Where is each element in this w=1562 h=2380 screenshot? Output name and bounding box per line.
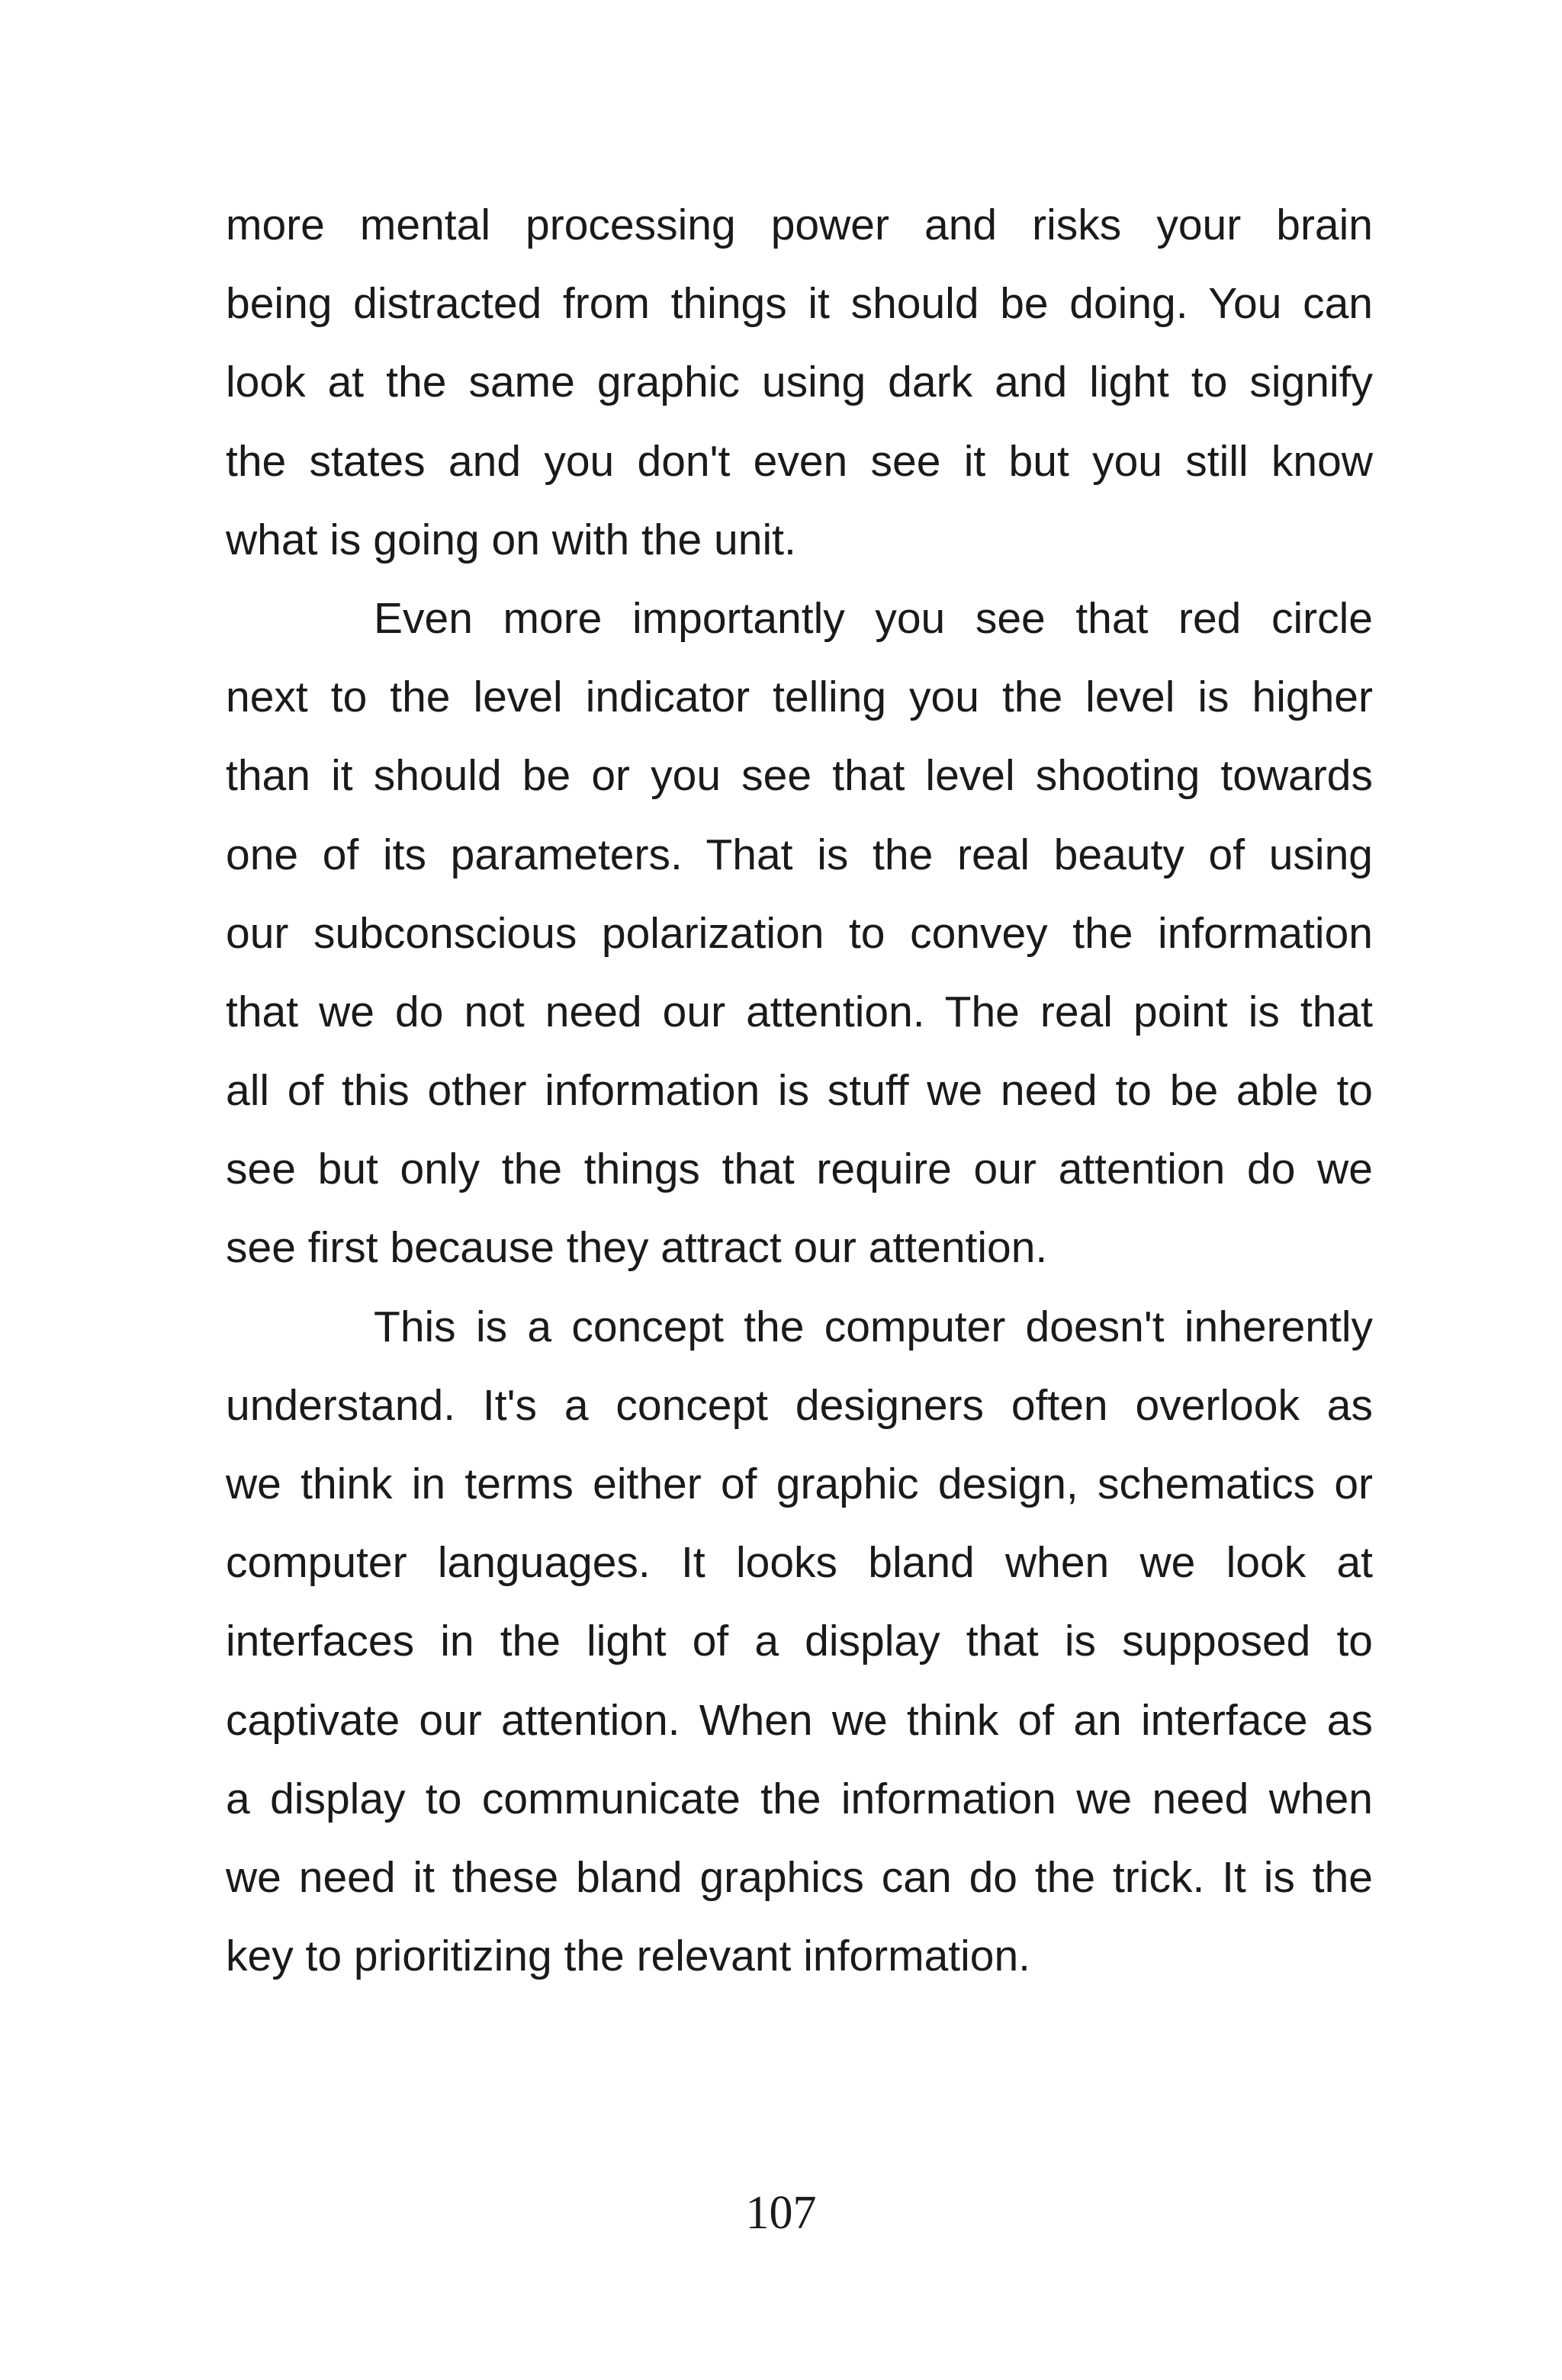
- text-line: what is going on with the unit.: [226, 515, 796, 564]
- text-line: we need it these bland graphics can do the trick. It is the: [226, 1852, 1373, 1902]
- text-line: than it should be or you see that level shooting towards: [226, 751, 1373, 801]
- text-line: see first because they attract our attention.: [226, 1223, 1048, 1273]
- page-number: 107: [745, 2187, 817, 2239]
- text-line: being distracted from things it should be doing. You can: [226, 279, 1373, 329]
- text-line: look at the same graphic using dark and light to signify: [226, 358, 1373, 407]
- text-line: that we do not need our attention. The real point is that: [226, 987, 1373, 1036]
- text-line: Even more importantly you see that red circle: [374, 593, 1373, 643]
- body-text: [226, 186, 1373, 1996]
- text-line: our subconscious polarization to convey the information: [226, 908, 1373, 958]
- text-line: captivate our attention. When we think of an interface as: [226, 1695, 1373, 1745]
- text-line: key to prioritizing the relevant information.: [226, 1932, 1031, 1981]
- text-line: see but only the things that require our attention do we: [226, 1145, 1373, 1194]
- text-line: a display to communicate the information we need when: [226, 1774, 1373, 1823]
- text-line: computer languages. It looks bland when we look at: [226, 1538, 1373, 1588]
- text-line: next to the level indicator telling you the level is higher: [226, 673, 1373, 722]
- text-line: This is a concept the computer doesn't inherently: [374, 1302, 1373, 1351]
- text-line: interfaces in the light of a display that is supposed to: [226, 1617, 1373, 1666]
- text-line: more mental processing power and risks your brain: [226, 201, 1373, 249]
- text-line: the states and you don't even see it but you still know: [226, 436, 1373, 486]
- text-line: we think in terms either of graphic design, schematics or: [226, 1460, 1373, 1508]
- text-line: understand. It's a concept designers often overlook as: [226, 1380, 1373, 1430]
- text-line: all of this other information is stuff we need to be able to: [226, 1066, 1373, 1116]
- text-line: one of its parameters. That is the real beauty of using: [226, 830, 1373, 879]
